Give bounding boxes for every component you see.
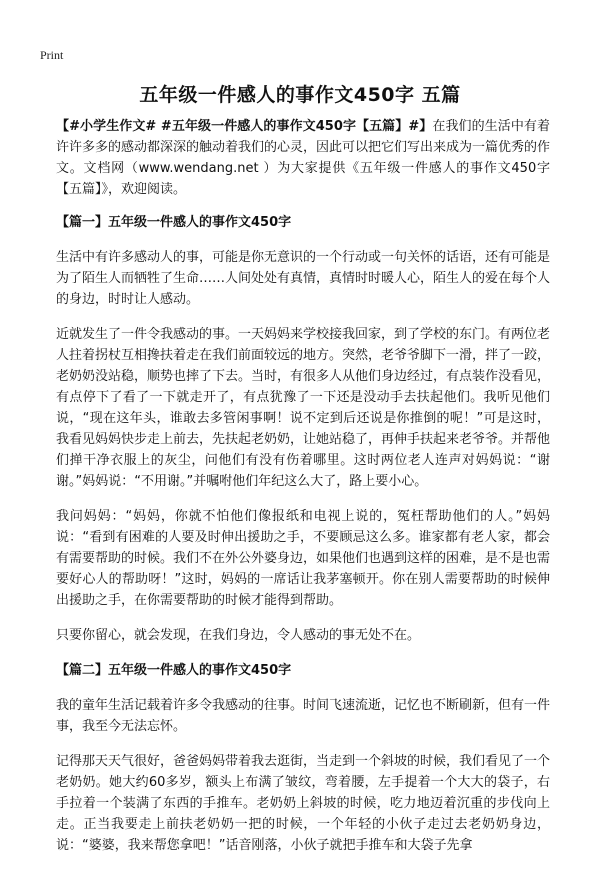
- paragraph: 我的童年生活记载着许多令我感动的往事。时间飞速流逝，记忆也不断刷新，但有一件事，我至今无法忘怀。: [56, 698, 551, 734]
- paragraph: 我问妈妈：“妈妈，你就不怕他们像报纸和电视上说的，冤枉帮助他们的人。”妈妈说：“看到有困难的人要及时伸出援助之手，不要顾忌这么多。谁家都有老人家，都会有需要帮助的时候。我们不在外公外婆身边，如果他们也遇到这样的困难，是不是也需要好心人的帮助呀！”这时，妈妈的一席话让我茅塞顿开。你在别人需要帮助的时候伸出援助之手，在你需要帮助的时候才能得到帮助。: [56, 509, 551, 608]
- paragraph: 只要你留心，就会发现，在我们身边，令人感动的事无处不在。: [56, 628, 421, 643]
- paragraph: 生活中有许多感动人的事，可能是你无意识的一个行动或一句关怀的话语，还有可能是为了陌生人而牺牲了生命……人间处处有真情，真情时时暖人心，陌生人的爱在每个人的身边，时时让人感动。: [56, 250, 551, 307]
- page-title: 五年级一件感人的事作文450字 五篇: [139, 84, 461, 106]
- intro-text: 在我们的生活中有着许许多多的感动都深深的触动着我们的心灵，因此可以把它们写出来成为一篇优秀的作文。文档网（www.wendang.net ）为大家提供《五年级一件感人的事作文450字【五篇】》，欢迎阅读。: [56, 119, 551, 197]
- paragraph: 记得那天天气很好，爸爸妈妈带着我去逛街，当走到一个斜坡的时候，我们看见了一个老奶奶。她大约60多岁，额头上布满了皱纹，弯着腰，左手提着一个大大的袋子，右手拉着一个装满了东西的手推车。老奶奶上斜坡的时候，吃力地迈着沉重的步伐向上走。正当我要走上前扶老奶奶一把的时候，一个年轻的小伙子走过去老奶奶身边，说：“婆婆，我来帮您拿吧！”话音刚落，小伙子就把手推车和大袋子先拿: [56, 754, 551, 853]
- intro-tags: 【#小学生作文# #五年级一件感人的事作文450字【五篇】#】: [56, 119, 433, 134]
- paragraph: 近就发生了一件令我感动的事。一天妈妈来学校接我回家，到了学校的东门。有两位老人拄着拐杖互相搀扶着走在我们前面较远的地方。突然，老爷爷脚下一滑，拌了一跤，老奶奶没站稳，顺势也摔了下去。当时，有很多人从他们身边经过，有点装作没看见，有点停下了看了一下就走开了，有点犹豫了一下还是没动手去扶起他们。我听见他们说，“现在这年头，谁敢去多管闲事啊！说不定到后还说是你推倒的呢！”可是这时，我看见妈妈快步走上前去，先扶起老奶奶，让她站稳了，再伸手扶起来老爷爷。并帮他们掸干净衣服上的灰尘，问他们有没有伤着哪里。这时两位老人连声对妈妈说：“谢谢。”妈妈说：“不用谢。”并嘱咐他们年纪这么大了，路上要小心。: [56, 327, 551, 489]
- intro-paragraph: [56, 116, 550, 200]
- print-label: Print: [40, 48, 64, 62]
- document-body: [56, 116, 550, 870]
- section-heading-1: 【篇一】五年级一件感人的事作文450字: [56, 215, 292, 230]
- section-heading-2: 【篇二】五年级一件感人的事作文450字: [56, 663, 292, 678]
